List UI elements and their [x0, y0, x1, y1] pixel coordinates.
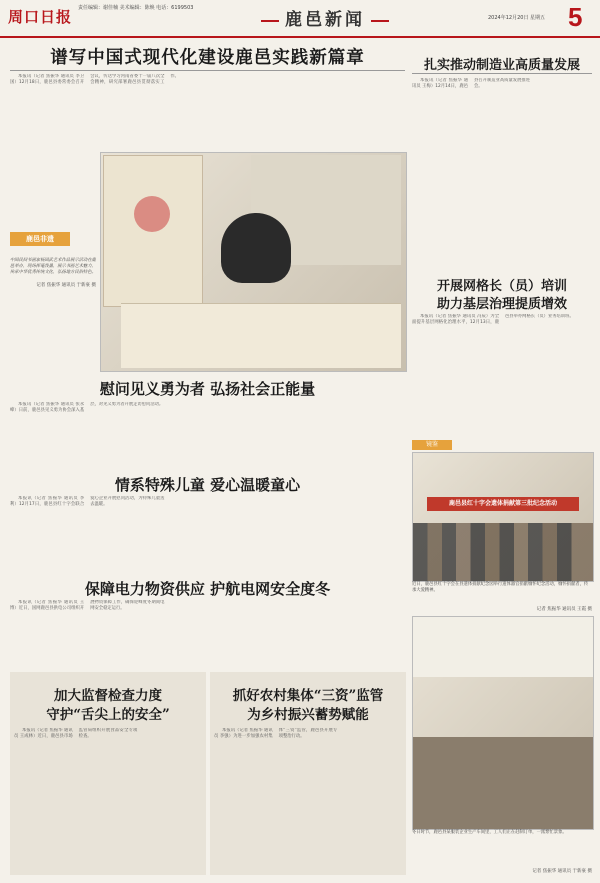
headline-article-8-line2: 为乡村振兴蓄势赋能	[247, 707, 369, 723]
article-3-body	[412, 314, 592, 434]
article-7-byline: 本报讯（记者 焦振华 通讯员 王成林）近日，鹿邑县市场监管局组织开展食品安全专项检查。	[14, 728, 138, 740]
workstations	[413, 737, 593, 829]
article-2-byline: 本报讯（记者 焦振华 通讯员 王梅）12月14日，鹿邑县召开制造业高质量发展推进会。	[412, 78, 530, 90]
attendees-group	[413, 523, 593, 581]
headline-article-3-line2: 助力基层治理提质增效	[436, 297, 567, 312]
article-1-body	[10, 74, 405, 152]
article-7-body	[14, 728, 202, 872]
article-5-body	[10, 496, 405, 558]
memorial-photo-caption: 近日，鹿邑县红十字会在县遗体捐献纪念园举行遗体器官捐献缅怀纪念活动，缅怀捐献者，传承大爱精神。	[412, 582, 589, 593]
headline-article-3-line1: 开展网格长（员）培训	[436, 279, 567, 294]
article-1-byline: 本报讯（记者 焦振华 通讯员 李卫国）12月18日，鹿邑县委常委会召开会议，传达学习河南省委十一届八次全会精神，研究部署鹿邑县贯彻落实工作。	[10, 74, 179, 86]
sidebar-box	[10, 152, 96, 368]
section-title: 鹿邑新闻	[255, 5, 395, 30]
headline-article-6: 保障电力物资供应 护航电网安全度冬	[84, 580, 331, 598]
memorial-event-photo	[412, 452, 594, 582]
event-banner: 鹿邑县红十字会遗体捐献第三批纪念活动	[427, 497, 579, 511]
article-6-body	[10, 600, 405, 660]
calligraphy-photo	[100, 152, 407, 372]
sidebar-credit: 记者 焦振华 通讯员 于新豪 摄	[36, 283, 96, 288]
article-3-byline: 本报讯（记者 焦振华 通讯员 冯辰）为全面提升基层网格化治理水平，12月13日，鹿邑县举办网格长（员）业务培训班。	[412, 314, 574, 326]
divider	[10, 70, 405, 71]
divider	[412, 73, 592, 74]
headline-article-7-line2: 守护“舌尖上的安全”	[46, 707, 170, 723]
sidebar-text: 中国民间书画家杨国武艺术作品展示活动在鹿邑举办，现场挥毫泼墨，展示书画艺术魅力，传承中华优秀传统文化，弘扬地方民俗特色。	[10, 258, 96, 275]
factory-ceiling	[413, 617, 593, 677]
headline-article-2: 扎实推动制造业高质量发展	[423, 58, 580, 73]
article-2-body	[412, 78, 592, 250]
article-4-body	[10, 402, 405, 460]
headline-article-8-line1: 抓好农村集体“三资”监管	[232, 688, 384, 704]
headline-article-1: 谱写中国式现代化建设鹿邑实践新篇章	[50, 48, 365, 68]
painting-table	[121, 303, 401, 368]
sidebar-badge: 鹿邑非遗	[10, 232, 70, 246]
page-number: 5	[568, 2, 583, 32]
factory-photo-credit: 记者 焦振华 通讯员 于新豪 摄	[532, 869, 592, 874]
plum-blossom-decor	[134, 196, 170, 232]
factory-photo-caption: 冬日时节，鹿邑县某服装企业生产车间里，工人们正在赶制订单，一派繁忙景象。	[412, 830, 567, 835]
memorial-photo-credit: 记者 焦振华 通讯员 王霞 摄	[536, 607, 592, 612]
article-5-byline: 本报讯（记者 焦振华 通讯员 李利）12月17日，鹿邑县红十字会联合爱心企业开展慰问活动，为特殊儿童送去温暖。	[10, 496, 165, 508]
editor-info: 责任编辑：谢佳楠 美术编辑：陈焕 电话：6199503	[78, 5, 194, 11]
artist-figure	[221, 213, 291, 283]
headline-article-5: 情系特殊儿童 爱心温暖童心	[114, 476, 301, 494]
headline-article-4: 慰问见义勇为者 弘扬社会正能量	[99, 380, 316, 398]
article-8-byline: 本报讯（记者 焦振华 通讯员 李强）为进一步加强农村集体“三资”监管，鹿邑县开展专项整治行动。	[214, 728, 338, 740]
article-6-byline: 本报讯（记者 焦振华 通讯员 王博）近日，国网鹿邑县供电公司组织开展物资保障工作，确保迎峰度冬期间电网安全稳定运行。	[10, 600, 165, 612]
issue-date: 2024年12月20日 星期五	[488, 15, 546, 21]
photo-section-tag: 镜鉴	[412, 440, 452, 450]
article-4-byline: 本报讯（记者 焦振华 通讯员 张永峰）日前，鹿邑县见义勇为协会深入基层，对见义勇为者开展走访慰问活动。	[10, 402, 164, 414]
article-8-body	[214, 728, 402, 872]
headline-article-7-line1: 加大监督检查力度	[54, 688, 162, 704]
newspaper-logo: 周口日报	[8, 8, 73, 26]
factory-photo	[412, 616, 594, 830]
painting-scroll	[103, 155, 203, 307]
